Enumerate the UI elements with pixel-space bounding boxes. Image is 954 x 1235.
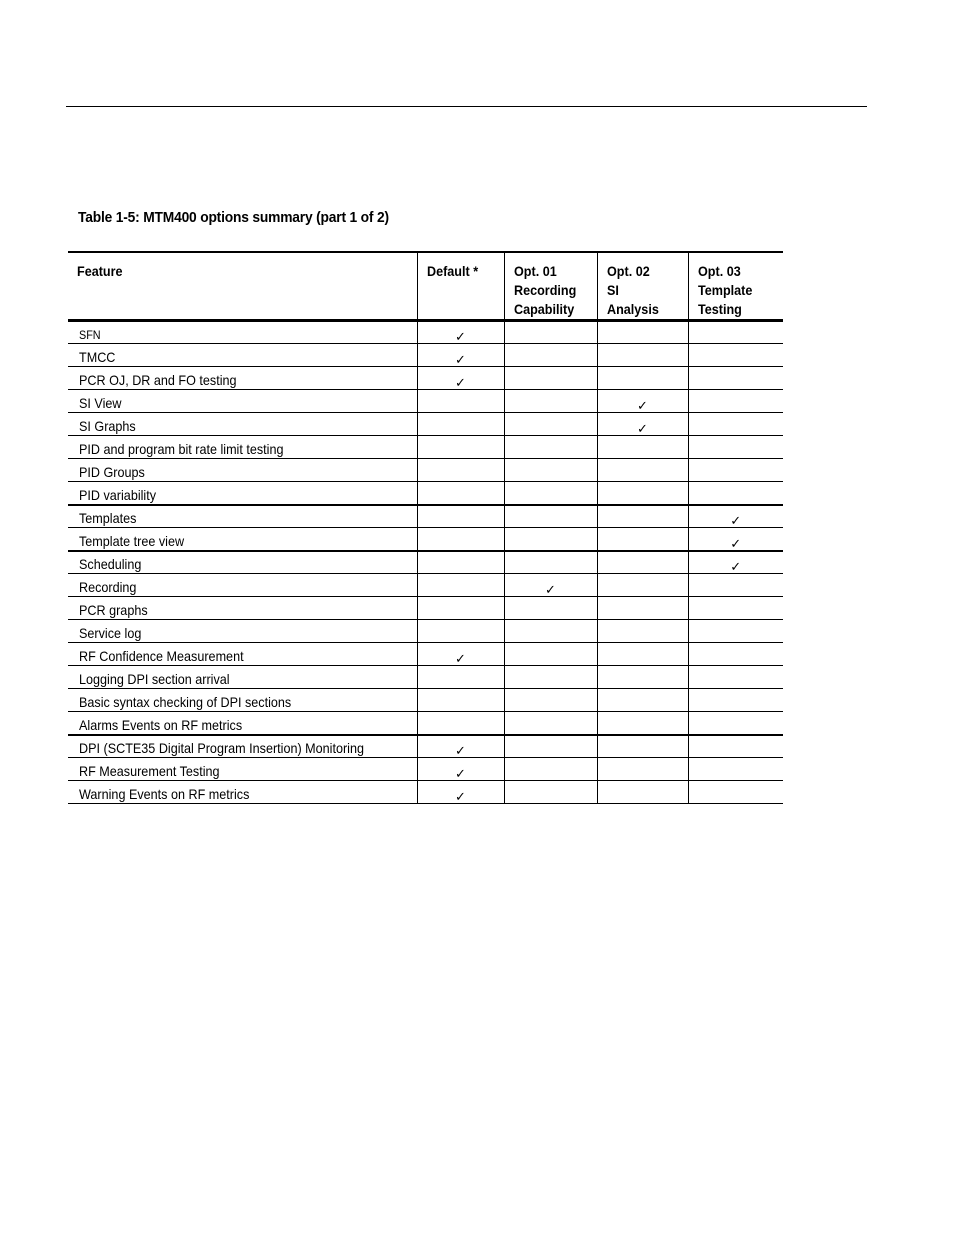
options-summary-table xyxy=(68,251,783,804)
check-icon xyxy=(597,505,688,528)
check-icon xyxy=(597,643,688,666)
check-icon xyxy=(504,505,597,528)
check-icon: ✓ xyxy=(417,758,504,781)
table-row xyxy=(68,551,783,574)
check-icon: ✓ xyxy=(417,344,504,367)
table-row xyxy=(68,735,783,758)
check-icon xyxy=(597,344,688,367)
check-icon xyxy=(688,459,783,482)
check-icon xyxy=(504,735,597,758)
table-caption: Table 1-5: MTM400 options summary (part 1 of 2) xyxy=(78,209,389,226)
feature-cell: SFN xyxy=(68,321,417,344)
check-icon xyxy=(504,459,597,482)
feature-cell: SI View xyxy=(68,390,417,413)
check-icon xyxy=(504,712,597,735)
feature-cell: PCR OJ, DR and FO testing xyxy=(68,367,417,390)
check-icon: ✓ xyxy=(597,390,688,413)
check-icon xyxy=(504,413,597,436)
check-icon xyxy=(417,482,504,505)
check-icon: ✓ xyxy=(504,574,597,597)
check-icon xyxy=(504,436,597,459)
check-icon xyxy=(417,390,504,413)
table-row xyxy=(68,482,783,505)
check-icon xyxy=(688,344,783,367)
table-row xyxy=(68,643,783,666)
check-icon xyxy=(597,781,688,804)
table-row xyxy=(68,597,783,620)
check-icon xyxy=(688,597,783,620)
check-icon xyxy=(504,367,597,390)
column-header-default: Default * xyxy=(417,252,504,321)
check-icon xyxy=(597,528,688,551)
table-row xyxy=(68,436,783,459)
check-icon xyxy=(504,758,597,781)
feature-cell: RF Confidence Measurement xyxy=(68,643,417,666)
feature-cell: PCR graphs xyxy=(68,597,417,620)
column-header-opt-02: Opt. 02 SI Analysis xyxy=(597,252,688,321)
check-icon xyxy=(417,459,504,482)
feature-cell: PID Groups xyxy=(68,459,417,482)
check-icon xyxy=(688,574,783,597)
check-icon xyxy=(597,459,688,482)
check-icon xyxy=(504,482,597,505)
feature-cell: Scheduling xyxy=(68,551,417,574)
check-icon xyxy=(417,689,504,712)
check-icon xyxy=(597,436,688,459)
check-icon xyxy=(504,620,597,643)
page-header-rule xyxy=(66,106,867,107)
table-row xyxy=(68,758,783,781)
feature-cell: Recording xyxy=(68,574,417,597)
check-icon: ✓ xyxy=(417,781,504,804)
check-icon xyxy=(504,390,597,413)
check-icon xyxy=(504,321,597,344)
feature-cell: Service log xyxy=(68,620,417,643)
check-icon xyxy=(504,344,597,367)
check-icon xyxy=(597,712,688,735)
feature-cell: Alarms Events on RF metrics xyxy=(68,712,417,735)
feature-cell: Templates xyxy=(68,505,417,528)
check-icon xyxy=(417,620,504,643)
feature-cell: RF Measurement Testing xyxy=(68,758,417,781)
feature-cell: DPI (SCTE35 Digital Program Insertion) Monitoring xyxy=(68,735,417,758)
check-icon xyxy=(417,551,504,574)
check-icon xyxy=(688,367,783,390)
check-icon: ✓ xyxy=(417,643,504,666)
check-icon: ✓ xyxy=(688,551,783,574)
check-icon: ✓ xyxy=(417,321,504,344)
table-row xyxy=(68,781,783,804)
table-row xyxy=(68,574,783,597)
check-icon xyxy=(688,781,783,804)
check-icon xyxy=(417,574,504,597)
feature-cell: Template tree view xyxy=(68,528,417,551)
table-header-row xyxy=(68,252,783,321)
check-icon xyxy=(688,712,783,735)
check-icon xyxy=(688,758,783,781)
check-icon xyxy=(688,482,783,505)
table-row xyxy=(68,689,783,712)
check-icon xyxy=(417,413,504,436)
feature-cell: Basic syntax checking of DPI sections xyxy=(68,689,417,712)
check-icon: ✓ xyxy=(597,413,688,436)
check-icon xyxy=(688,735,783,758)
check-icon xyxy=(417,528,504,551)
feature-cell: PID and program bit rate limit testing xyxy=(68,436,417,459)
check-icon xyxy=(504,781,597,804)
check-icon xyxy=(504,666,597,689)
check-icon xyxy=(504,528,597,551)
column-header-opt-03: Opt. 03 Template Testing xyxy=(688,252,783,321)
check-icon xyxy=(688,620,783,643)
feature-cell: SI Graphs xyxy=(68,413,417,436)
check-icon xyxy=(597,367,688,390)
table-row xyxy=(68,459,783,482)
feature-cell: Warning Events on RF metrics xyxy=(68,781,417,804)
table-row xyxy=(68,505,783,528)
check-icon xyxy=(417,666,504,689)
check-icon xyxy=(597,482,688,505)
column-header-feature: Feature xyxy=(68,252,417,321)
check-icon xyxy=(597,689,688,712)
column-header-opt-01: Opt. 01 Recording Capability xyxy=(504,252,597,321)
check-icon xyxy=(504,689,597,712)
check-icon xyxy=(417,712,504,735)
check-icon xyxy=(504,597,597,620)
table-row xyxy=(68,367,783,390)
check-icon: ✓ xyxy=(688,505,783,528)
check-icon xyxy=(597,735,688,758)
check-icon xyxy=(688,436,783,459)
check-icon xyxy=(688,689,783,712)
check-icon xyxy=(597,574,688,597)
check-icon xyxy=(504,643,597,666)
check-icon xyxy=(417,505,504,528)
check-icon xyxy=(597,666,688,689)
check-icon xyxy=(417,436,504,459)
check-icon: ✓ xyxy=(417,735,504,758)
feature-cell: TMCC xyxy=(68,344,417,367)
feature-cell: PID variability xyxy=(68,482,417,505)
check-icon: ✓ xyxy=(688,528,783,551)
check-icon xyxy=(504,551,597,574)
feature-cell: Logging DPI section arrival xyxy=(68,666,417,689)
check-icon xyxy=(688,321,783,344)
table-row xyxy=(68,413,783,436)
check-icon xyxy=(597,551,688,574)
check-icon xyxy=(597,321,688,344)
table-row xyxy=(68,344,783,367)
check-icon xyxy=(597,758,688,781)
check-icon xyxy=(417,597,504,620)
table-row xyxy=(68,712,783,735)
check-icon xyxy=(688,643,783,666)
check-icon: ✓ xyxy=(417,367,504,390)
table-row xyxy=(68,666,783,689)
table-row xyxy=(68,390,783,413)
table-row xyxy=(68,528,783,551)
check-icon xyxy=(597,620,688,643)
table-row xyxy=(68,321,783,344)
check-icon xyxy=(688,413,783,436)
check-icon xyxy=(597,597,688,620)
check-icon xyxy=(688,666,783,689)
table-row xyxy=(68,620,783,643)
check-icon xyxy=(688,390,783,413)
